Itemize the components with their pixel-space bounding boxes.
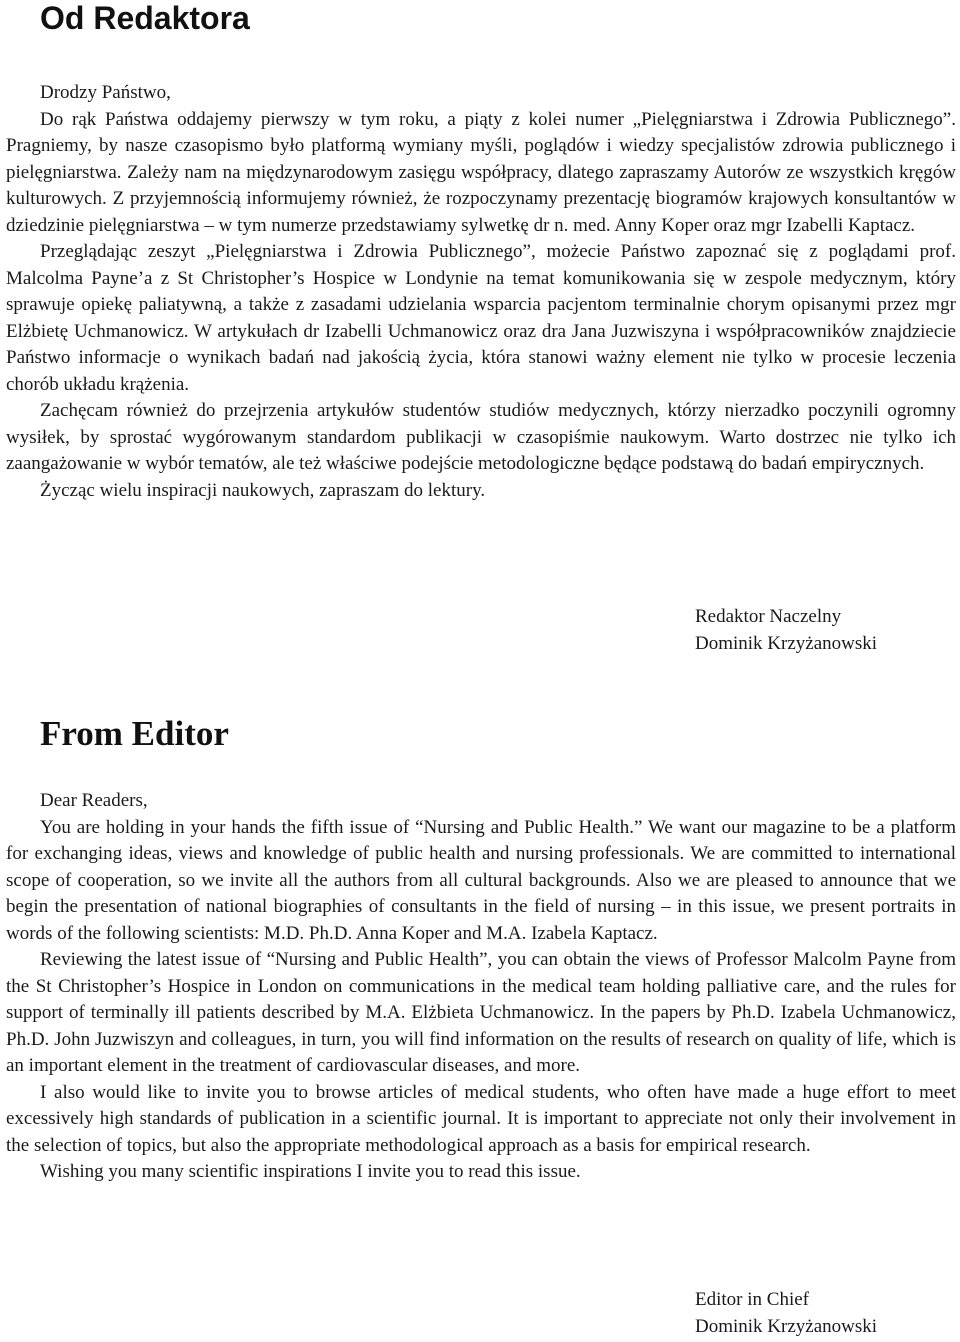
english-paragraph-2: Reviewing the latest issue of “Nursing and Public Health”, you can obtain the views of Professor Malcolm Payne from the St Christopher’s Hospice in London on communications in the medical team holding palliative care, and the rules for support of terminally ill patients described by M.A. Elżbieta Uchmanowicz. In the papers by Ph.D. Izabela Uchmanowicz, Ph.D. John Juzwiszyn and colleagues, in turn, you will find information on the results of research on quality of life, which is an important element in the treatment of cardiovascular diseases, and more. (6, 949, 956, 1076)
english-signature-role: Editor in Chief (695, 1289, 809, 1310)
english-body (6, 788, 956, 1186)
english-salutation: Dear Readers, (40, 790, 148, 811)
polish-paragraph-3: Zachęcam również do przejrzenia artykułów studentów studiów medycznych, którzy nierzadko poczynili ogromny wysiłek, by sprostać wygórowanym standardom publikacji w czasopiśmie naukowym. Warto dostrzec nie tylko ich zaangażowanie w wybór tematów, ale też właściwe podejście metodologiczne będące podstawą do badań empirycznych. (6, 400, 956, 474)
english-signature-name: Dominik Krzyżanowski (695, 1315, 878, 1337)
english-paragraph-3: I also would like to invite you to browse articles of medical students, who often have made a huge effort to meet excessively high standards of publication in a scientific journal. It is important to appreciate not only their involvement in the selection of topics, but also the appropriate methodological approach as a basis for empirical research. (6, 1081, 956, 1156)
english-paragraph-4: Wishing you many scientific inspirations I invite you to read this issue. (40, 1161, 581, 1182)
english-signature (695, 1287, 955, 1340)
polish-body (6, 80, 956, 504)
polish-paragraph-1: Do rąk Państwa oddajemy pierwszy w tym roku, a piąty z kolei numer „Pielęgniarstwa i Zdrowia Publicznego”. Pragniemy, by nasze czasopismo było platformą wymiany myśli, poglądów i wiedzy specjalistów zdrowia publicznego i pielęgniarstwa. Zależy nam na międzynarodowym zasięgu współpracy, dlatego zapraszamy Autorów ze wszystkich kręgów kulturowych. Z przyjemnością informujemy również, że rozpoczynamy prezentację biogramów krajowych konsultantów w dziedzinie pielęgniarstwa – w tym numerze przedstawiamy sylwetkę dr n. med. Anny Koper oraz mgr Izabelli Kaptacz. (6, 108, 956, 236)
polish-salutation: Drodzy Państwo, (40, 82, 171, 103)
english-title: From Editor (40, 714, 229, 753)
polish-paragraph-2: Przeglądając zeszyt „Pielęgniarstwa i Zdrowia Publicznego”, możecie Państwo zapoznać się z poglądami prof. Malcolma Payne’a z St Christopher’s Hospice w Londynie na temat komunikowania się w zespole medycznym, który sprawuje opiekę paliatywną, a także z zasadami udzielania wsparcia pacjentom terminalnie chorym opisanymi przez mgr Elżbietę Uchmanowicz. W artykułach dr Izabelli Uchmanowicz oraz dra Jana Juzwiszyna i współpracowników znajdziecie Państwo informacje o wynikach badań nad jakością życia, która stanowi ważny element nie tylko w procesie leczenia chorób układu krążenia. (6, 241, 956, 395)
polish-paragraph-4: Życząc wielu inspiracji naukowych, zapraszam do lektury. (40, 479, 486, 501)
polish-signature (695, 604, 955, 657)
polish-title: Od Redaktora (40, 0, 250, 36)
polish-signature-role: Redaktor Naczelny (695, 606, 842, 627)
polish-signature-name: Dominik Krzyżanowski (695, 632, 878, 654)
english-paragraph-1: You are holding in your hands the fifth issue of “Nursing and Public Health.” We want our magazine to be a platform for exchanging ideas, views and knowledge of public health and nursing professionals. We are committed to international scope of cooperation, so we invite all the authors from all cultural backgrounds. Also we are pleased to announce that we begin the presentation of national biographies of consultants in the field of nursing – in this issue, we present portraits in words of the following scientists: M.D. Ph.D. Anna Koper and M.A. Izabela Kaptacz. (6, 816, 956, 944)
